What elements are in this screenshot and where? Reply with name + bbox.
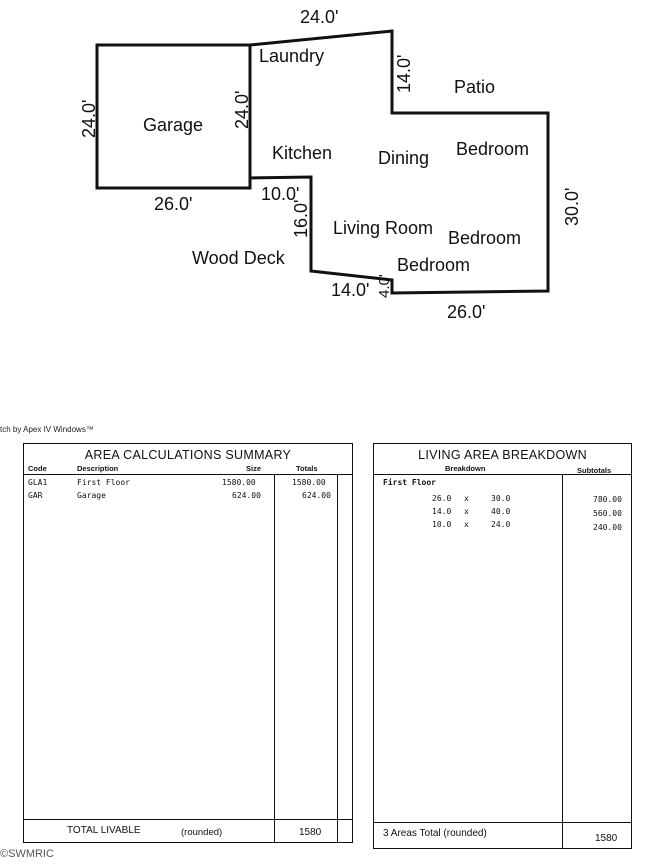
- room-bedroom-3: Bedroom: [397, 255, 471, 275]
- living-breakdown-panel: [373, 443, 632, 849]
- breakdown-x: x: [464, 507, 469, 516]
- totals-right-divider: [337, 474, 338, 842]
- room-kitchen: Kitchen: [272, 143, 333, 163]
- room-patio: Patio: [454, 77, 496, 97]
- row-code: GAR: [28, 491, 43, 500]
- area-summary-panel: [23, 443, 353, 843]
- footer-divider: [24, 819, 352, 820]
- row-total: 1580.00: [292, 478, 326, 487]
- wood-deck-label: Wood Deck: [192, 248, 285, 268]
- dim-top: 24.0': [300, 7, 339, 27]
- breakdown-a: 26.0: [432, 494, 452, 503]
- dim-kitchen-step: 10.0': [261, 184, 300, 204]
- row-total: 624.00: [302, 491, 331, 500]
- breakdown-x: x: [464, 520, 469, 529]
- breakdown-subtotal: 780.00: [593, 495, 622, 504]
- dim-laundry-notch: 14.0': [394, 54, 414, 93]
- dim-garage-right: 24.0': [232, 90, 252, 129]
- header-divider: [24, 474, 352, 475]
- row-size: 624.00: [232, 491, 261, 500]
- room-bedroom-1: Bedroom: [456, 139, 530, 159]
- breakdown-b: 30.0: [491, 494, 511, 503]
- room-bedroom-2: Bedroom: [448, 228, 522, 248]
- dim-deck-side: 16.0': [291, 199, 311, 238]
- size-totals-divider: [274, 474, 275, 842]
- row-size: 1580.00: [222, 478, 256, 487]
- breakdown-b: 24.0: [491, 520, 511, 529]
- col-totals-header: Totals: [296, 464, 318, 473]
- breakdown-a: 14.0: [432, 507, 452, 516]
- area-summary-title: AREA CALCULATIONS SUMMARY: [84, 448, 292, 462]
- dim-small-step: 4.0': [376, 274, 393, 298]
- section-label: First Floor: [383, 478, 436, 487]
- row-description: Garage: [77, 491, 106, 500]
- breakdown-subtotal: 560.00: [593, 509, 622, 518]
- areas-total-label: 3 Areas Total (rounded): [383, 828, 487, 839]
- dim-bottom-step: 14.0': [331, 280, 370, 300]
- room-dining: Dining: [378, 148, 430, 168]
- col-subtotals-header: Subtotals: [577, 466, 612, 475]
- breakdown-x: x: [464, 494, 469, 503]
- col-breakdown-header: Breakdown: [445, 464, 486, 473]
- breakdown-b: 40.0: [491, 507, 511, 516]
- dim-right-side: 30.0': [562, 187, 582, 226]
- floor-plan-sketch: [0, 0, 650, 400]
- total-livable-value: 1580: [299, 827, 322, 838]
- header-divider: [374, 474, 631, 475]
- row-code: GLA1: [28, 478, 48, 487]
- breakdown-subtotal: 240.00: [593, 523, 622, 532]
- room-garage: Garage: [143, 115, 204, 135]
- total-livable-label: TOTAL LIVABLE: [67, 825, 141, 836]
- living-breakdown-title: LIVING AREA BREAKDOWN: [418, 448, 587, 462]
- col-code-header: Code: [28, 464, 47, 473]
- col-description-header: Description: [77, 464, 119, 473]
- watermark: ©SWMRIC: [0, 848, 54, 860]
- subtotals-divider: [562, 474, 563, 848]
- col-size-header: Size: [246, 464, 262, 473]
- breakdown-a: 10.0: [432, 520, 452, 529]
- room-laundry: Laundry: [259, 46, 325, 66]
- sketch-credit: tch by Apex IV Windows™: [0, 425, 94, 434]
- dim-garage-bottom: 26.0': [154, 194, 193, 214]
- dim-bottom: 26.0': [447, 302, 486, 322]
- total-livable-note: (rounded): [181, 827, 223, 838]
- dim-garage-left: 24.0': [79, 99, 99, 138]
- footer-divider: [374, 822, 631, 823]
- areas-total-value: 1580: [595, 833, 618, 844]
- room-living: Living Room: [333, 218, 434, 238]
- row-description: First Floor: [77, 478, 130, 487]
